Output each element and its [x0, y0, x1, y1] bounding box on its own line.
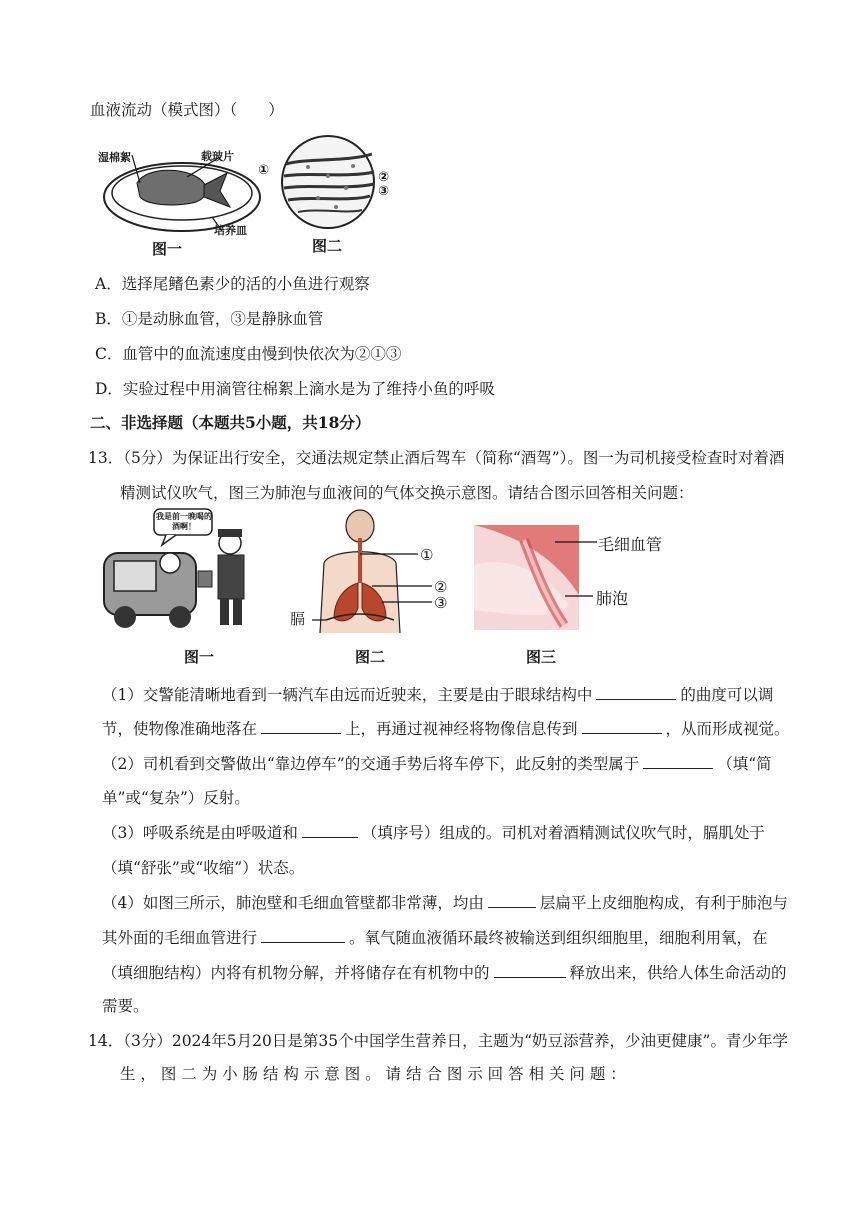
q13-part4-line2	[102, 926, 768, 948]
q13-part3-text-b: （填序号）组成的。司机对着酒精测试仪吹气时，膈肌处于	[361, 824, 765, 842]
q13-fig2-respiratory-system	[312, 508, 472, 633]
q13-fig1-speech-bubble: 我是前一晚喝的酒啊！	[156, 512, 212, 531]
q12-fig2-marker-2: ②	[378, 170, 390, 185]
q13-part1-blank-2[interactable]	[261, 718, 341, 735]
q12-option-c: C．血管中的血流速度由慢到快依次为②①③	[95, 345, 402, 363]
q13-fig2-marker-3: ③	[434, 594, 448, 612]
q13-fig2-marker-2: ②	[434, 578, 448, 596]
q13-part4-text-d: 。氧气随血液循环最终被输送到组织细胞里，细胞利用氧，在	[349, 929, 768, 947]
q12-fig2-marker-1: ①	[258, 163, 270, 178]
q13-fig1-caption: 图一	[184, 648, 215, 666]
section-2-title: 二、非选择题（本题共5小题，共18分）	[90, 413, 371, 432]
q13-part1-text-b: 的曲度可以调	[680, 686, 774, 704]
q12-fig2-caption: 图二	[312, 237, 343, 255]
q13-part3-line1	[102, 821, 765, 843]
q13-part4-text-b: 层扁平上皮细胞构成，有利于肺泡与	[539, 894, 788, 912]
q12-option-d: D．实验过程中用滴管往棉絮上滴水是为了维持小鱼的呼吸	[95, 380, 495, 398]
q12-option-b: B．①是动脉血管，③是静脉血管	[95, 310, 324, 328]
q13-fig3-caption: 图三	[526, 648, 557, 666]
q13-part1-blank-1[interactable]	[596, 684, 676, 701]
q12-label-cotton: 湿棉絮	[98, 151, 131, 164]
q13-part2-text-a: （2）司机看到交警做出“靠边停车”的交通手势后将车停下，此反射的类型属于	[102, 755, 640, 773]
q13-fig3-alveolus-label: 肺泡	[596, 589, 629, 608]
q13-part4-blank-3[interactable]	[494, 962, 566, 979]
q13-part4-line3	[102, 961, 787, 983]
q13-fig2-caption: 图二	[355, 648, 386, 666]
q13-part2-text-b: （填“简	[717, 755, 772, 773]
q13-part1-line2	[102, 717, 790, 739]
q12-fig1-caption: 图一	[152, 240, 183, 258]
q12-label-slide: 载玻片	[201, 150, 234, 163]
q12-stem-tail: 血液流动（模式图）（ ）	[90, 101, 284, 119]
q13-intro-line-1: 13．（5分）为保证出行安全，交通法规定禁止酒后驾车（简称“酒驾”）。图一为司机接受检查时对着酒	[88, 449, 785, 467]
q12-label-dish: 培养皿	[214, 224, 247, 237]
q12-fig2-marker-3: ③	[378, 184, 390, 199]
q13-part2-line2: 单”或“复杂”）反射。	[102, 789, 250, 807]
q12-option-a: A．选择尾鳍色素少的活的小鱼进行观察	[95, 275, 370, 293]
q13-part1-line1	[102, 683, 773, 705]
q13-part1-text-e: ，从而形成视觉。	[665, 720, 790, 738]
q14-line-2: 生 ， 图 二 为 小 肠 结 构 示 意 图 。 请 结 合 图 示 回 答 相 关 问 题 ：	[120, 1065, 626, 1083]
q13-part4-text-e: （填细胞结构）内将有机物分解，并将储存在有机物中的	[102, 964, 490, 982]
q13-part3-blank-1[interactable]	[302, 822, 358, 839]
q13-part4-blank-2[interactable]	[261, 927, 345, 944]
q13-part3-text-a: （3）呼吸系统是由呼吸道和	[102, 824, 298, 842]
q14-line-1: 14．（3分）2024年5月20日是第35个中国学生营养日，主题为“奶豆添营养，少油更健康”。青少年学	[88, 1032, 788, 1050]
q13-part2-line1	[102, 752, 772, 774]
q13-part4-text-a: （4）如图三所示，肺泡壁和毛细血管壁都非常薄，均由	[102, 894, 484, 912]
q13-part3-line2: （填“舒张”或“收缩”）状态。	[102, 859, 305, 877]
q13-part4-text-f: 释放出来，供给人体生命活动的	[569, 964, 787, 982]
q13-part1-text-a: （1）交警能清晰地看到一辆汽车由远而近驶来，主要是由于眼球结构中	[102, 686, 593, 704]
q13-part1-text-d: 上，再通过视神经将物像信息传到	[345, 720, 578, 738]
q13-part4-text-c: 其外面的毛细血管进行	[102, 929, 258, 947]
q13-intro-line-2: 精测试仪吹气，图三为肺泡与血液间的气体交换示意图。请结合图示回答相关问题：	[120, 484, 694, 502]
q13-part4-line4: 需要。	[102, 997, 149, 1015]
q13-fig3-capillary-label: 毛细血管	[598, 535, 663, 554]
q13-fig2-marker-1: ①	[420, 546, 434, 564]
q13-part4-line1	[102, 891, 788, 913]
q13-fig2-diaphragm-label: 膈	[290, 610, 306, 628]
q13-part2-blank[interactable]	[643, 753, 713, 770]
q12-fig2-microscope-view	[258, 132, 398, 232]
q13-part1-blank-3[interactable]	[582, 718, 662, 735]
q13-part1-text-c: 节，使物像准确地落在	[102, 720, 258, 738]
q13-part4-blank-1[interactable]	[488, 892, 536, 909]
